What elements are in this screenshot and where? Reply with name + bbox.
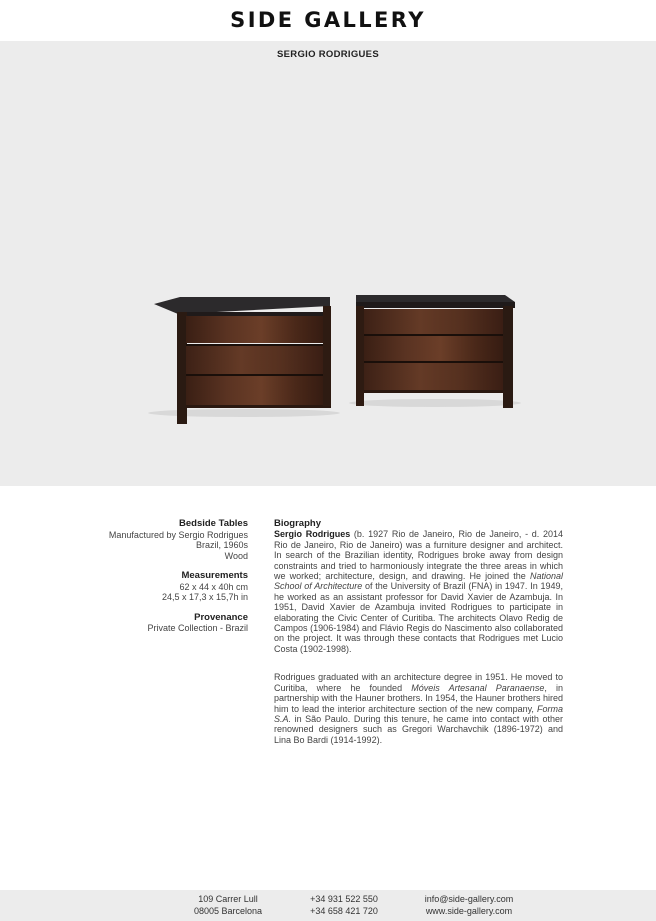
bio-text: of the University of Brazil (FNA) in 1947. In 1949, he worked as an assistant professor for David Xavier de Azambuja. In 1951, David Xavier de Azambuja invited Rodrigues to participate in elaborating the Civic Center of Curitiba. The architects Olavo Redig de Campos (1906-1984) and Flávio Regis do Nascimento also collaborated on the project. It was through these contacts that Rodrigues met Lucio Costa (1902-1998).	[274, 581, 563, 654]
footer-phones	[296, 894, 392, 917]
website-link[interactable]: www.side-gallery.com	[425, 905, 513, 916]
footer-address	[180, 894, 276, 917]
item-line: Manufactured by Sergio Rodrigues	[108, 529, 248, 540]
phone-link[interactable]: +34 931 522 550	[310, 894, 378, 904]
bio-text: Rodrigues graduated with an architecture degree in 1951. He moved to Curitiba, where he founded	[274, 672, 563, 693]
footer-contact	[410, 894, 528, 917]
bio-text: (b. 1927 Rio de Janeiro, Rio de Janeiro, - d. 2014 Rio de Janeiro, Rio de Janeiro) was a furniture designer and architect. In search of the Brazilian identity, Rodrigues broke away from design constraints and tried to harmoniously integrate the three areas in which we worked; architecture, design, and drawing. He joined the	[274, 529, 564, 582]
left-bedside-table	[154, 297, 331, 424]
address-line: 08005 Barcelona	[193, 905, 263, 916]
provenance-line: Private Collection - Brazil	[147, 623, 248, 633]
bedside-tables-photo	[0, 68, 656, 486]
bio-italic: National School of Architecture	[274, 571, 563, 592]
measurements-label: Measurements	[181, 570, 248, 581]
provenance-info	[60, 613, 248, 634]
artist-name: SERGIO RODRIGUES	[0, 41, 656, 68]
item-title: Bedside Tables	[179, 518, 248, 529]
measurement-line: 24,5 x 17,3 x 15,7h in	[161, 592, 248, 602]
email-link[interactable]: info@side-gallery.com	[424, 894, 514, 904]
product-photo	[0, 68, 656, 486]
measurements-info	[60, 571, 248, 603]
item-info	[60, 519, 248, 561]
provenance-label: Provenance	[194, 611, 248, 623]
measurement-line: 62 x 44 x 40h cm	[179, 581, 248, 592]
biography-paragraph-2	[274, 672, 563, 745]
brand-logo: SIDE GALLERY	[230, 8, 426, 32]
item-line: Brazil, 1960s	[195, 540, 248, 550]
item-line: Wood	[224, 550, 248, 561]
biography-label: Biography	[274, 518, 321, 529]
product-details	[60, 519, 248, 644]
address-line: 109 Carrer Lull	[198, 894, 258, 904]
bio-text: in São Paulo. During this tenure, he came into contact with other renowned designers such as Gregori Warchavchik (1896-1972) and Lina Bo Bardi (1914-1992).	[274, 713, 563, 745]
biography-section	[274, 519, 563, 763]
footer	[0, 890, 656, 921]
right-bedside-table	[356, 295, 515, 408]
bio-italic: Móveis Artesanal Paranaense	[411, 682, 545, 693]
designer-name: Sergio Rodrigues	[274, 529, 351, 540]
biography-paragraph-1	[274, 529, 563, 654]
bio-italic: Forma S.A.	[274, 703, 563, 724]
bio-text: , in partnership with the Hauner brothers. In 1954, the Hauner brothers hired him to lead the interior architecture section of the new company,	[274, 682, 564, 714]
phone-link[interactable]: +34 658 421 720	[310, 905, 378, 916]
